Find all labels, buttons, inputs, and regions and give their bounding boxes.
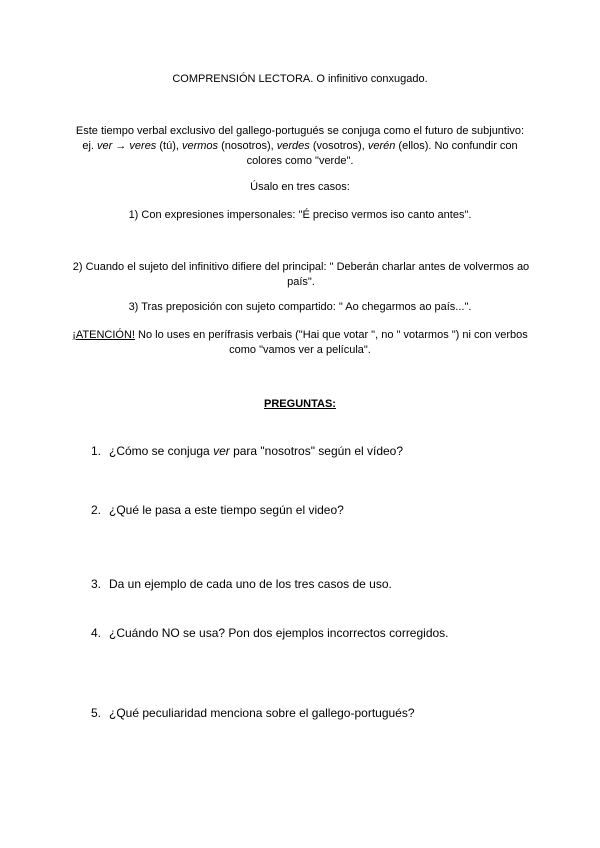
- intro-vermos: vermos: [181, 140, 219, 152]
- intro-veren: verén: [367, 140, 396, 152]
- question-text: ¿Qué le pasa a este tiempo según el video?: [109, 503, 344, 517]
- intro-nosotros: (nosotros),: [218, 140, 277, 152]
- attention-text: No lo uses en perífrasis verbais ("Hai que votar ", no " votarmos ") ni con verbos como "vamos ver a película".: [134, 329, 528, 356]
- case-2: 2) Cuando el sujeto del infinitivo difiere del principal: " Deberán charlar antes de volvermos ao país".: [72, 261, 530, 288]
- document-title: COMPRENSIÓN LECTORA. O infinitivo conxugado.: [172, 73, 428, 85]
- question-number: 4.: [91, 626, 102, 640]
- intro-ellos: (ellos). No confundir con: [395, 140, 518, 152]
- intro-line-1: Este tiempo verbal exclusivo del gallego-portugués se conjuga como el futuro de subjuntivo:: [75, 125, 525, 137]
- case-3: 3) Tras preposición con sujeto compartido: " Ao chegarmos ao país...".: [128, 301, 472, 313]
- intro-tu: (tú),: [156, 140, 182, 152]
- intro-vosotros: (vosotros),: [309, 140, 368, 152]
- case-1: 1) Con expresiones impersonales: "É preciso vermos iso canto antes".: [128, 209, 472, 221]
- question-text: Da un ejemplo de cada uno de los tres casos de uso.: [109, 577, 392, 591]
- question-text-em: ver: [213, 444, 230, 458]
- question-number: 2.: [91, 503, 102, 517]
- question-text: ¿Qué peculiaridad menciona sobre el gallego-portugués?: [109, 706, 415, 720]
- question-number: 1.: [91, 444, 102, 458]
- question-1: [91, 444, 531, 459]
- attention-label: ¡ATENCIÓN!: [72, 329, 135, 341]
- question-number: 3.: [91, 577, 102, 591]
- question-5: [91, 706, 531, 721]
- intro-paragraph: [70, 124, 530, 169]
- cases-heading: Úsalo en tres casos:: [250, 181, 350, 193]
- intro-verdes: verdes: [276, 140, 310, 152]
- question-3: [91, 577, 531, 592]
- intro-line-3: colores como "verde".: [246, 155, 354, 167]
- question-text-before: ¿Cómo se conjuga: [109, 444, 214, 458]
- intro-ver: ver: [97, 140, 113, 152]
- question-text: ¿Cuándo NO se usa? Pon dos ejemplos incorrectos corregidos.: [109, 626, 449, 640]
- question-4: [91, 626, 531, 641]
- intro-ej-prefix: ej.: [82, 140, 98, 152]
- question-number: 5.: [91, 706, 102, 720]
- intro-veres: → veres: [112, 140, 157, 152]
- questions-heading: PREGUNTAS:: [264, 398, 336, 410]
- question-2: [91, 503, 531, 518]
- question-text-after: para "nosotros" según el vídeo?: [229, 444, 404, 458]
- attention-note: [70, 328, 530, 358]
